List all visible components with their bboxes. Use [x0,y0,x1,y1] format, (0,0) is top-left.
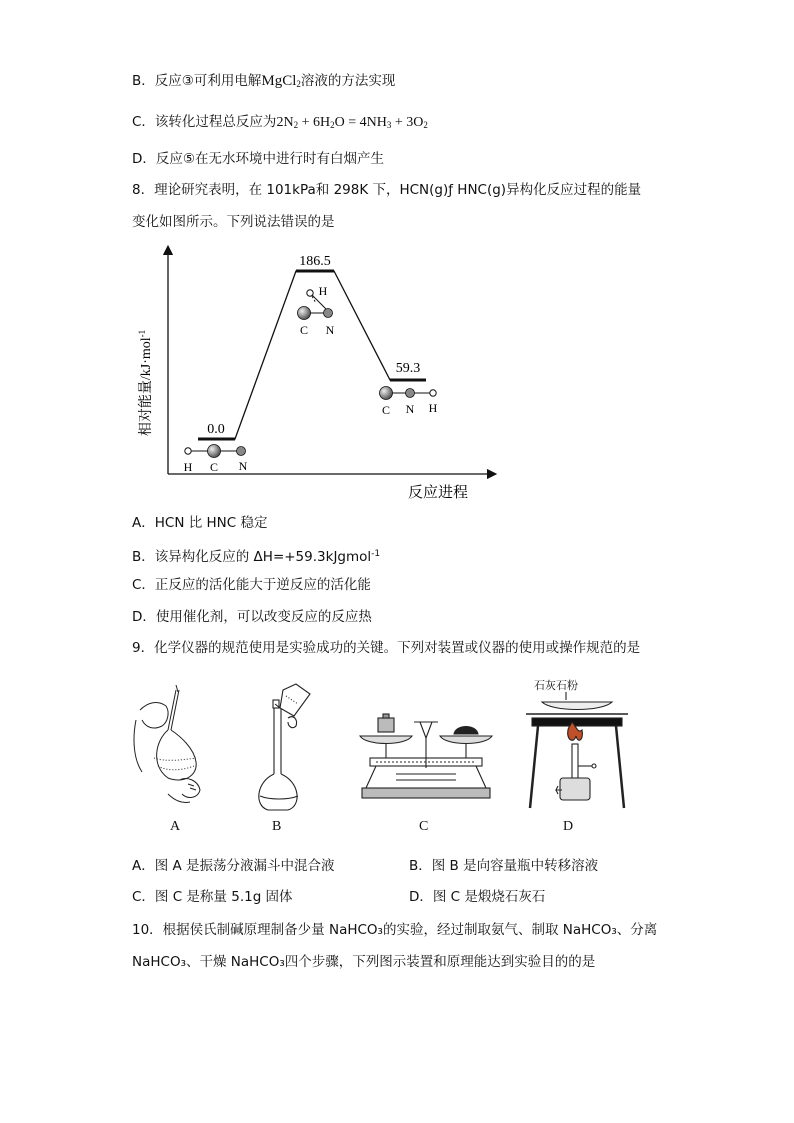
q9-option-c: C．图 C 是称量 5.1g 固体 [132,889,293,905]
q9-stem: 9．化学仪器的规范使用是实验成功的关键。下列对装置或仪器的使用或操作规范的是 [132,640,641,656]
figure-d-label: D [563,819,574,834]
q8-stem-line1: 8．理论研究表明，在 101kPa和 298K 下，HCN(g)ƒ HNC(g)异构化反应过程的能量 [132,182,642,198]
figure-d-tripod-burner [522,686,632,814]
svg-text:N: N [325,323,335,337]
ts-molecule [298,284,335,337]
svg-text:C: C [299,323,309,337]
energy-diagram [130,238,500,508]
q9-option-b: B．图 B 是向容量瓶中转移溶液 [409,858,599,874]
q7-option-b: B．反应③可利用电解MgCl$_2$溶液的方法实现 [132,73,396,89]
q9-option-a: A．图 A 是振荡分液漏斗中混合液 [132,858,335,874]
svg-text:C: C [209,460,219,474]
figure-a-separatory-funnel [128,680,218,815]
figure-c-balance [356,712,496,804]
y-axis-label: 相对能量/kJ·mol$^{-1}$ [137,329,154,437]
figure-c-label: C [419,819,429,834]
q8-option-c: C．正反应的活化能大于逆反应的活化能 [132,577,371,593]
svg-text:H: H [428,401,438,415]
q8-option-d: D．使用催化剂，可以改变反应的反应热 [132,609,372,625]
hcn-molecule [184,445,248,475]
svg-text:H: H [183,460,193,474]
energy-curve [198,271,426,439]
svg-text:C: C [381,403,391,417]
q7-option-c: C．该转化过程总反应为$2N_2 + 6H_2O = 4NH_3 + 3O_2$ [132,114,428,130]
hnc-molecule [380,387,438,418]
q8-option-a: A．HCN 比 HNC 稳定 [132,515,268,531]
q10-stem-line1: 10．根据侯氏制碱原理制备少量 NaHCO₃的实验，经过制取氨气、制取 NaHCO₃、分离 [132,922,658,938]
q8-option-b: B．该异构化反应的 ΔH=+59.3kJgmol$^{-1}$ [132,549,381,565]
q8-stem-line2: 变化如图所示。下列说法错误的是 [132,214,335,230]
x-axis-label: 反应进程 [407,485,469,501]
svg-text:H: H [318,284,328,298]
figure-d-caption: 石灰石粉 [534,679,578,692]
figure-b-volumetric-flask [250,678,330,818]
q9-option-d: D．图 C 是煅烧石灰石 [409,889,546,905]
energy-label-ts: 186.5 [299,254,331,269]
figure-b-label: B [272,819,282,834]
energy-label-hnc: 59.3 [395,361,421,376]
figure-a-label: A [170,819,181,834]
svg-text:N: N [238,459,248,473]
svg-text:N: N [405,402,415,416]
energy-label-hcn: 0.0 [207,422,225,437]
q7-option-d: D．反应⑤在无水环境中进行时有白烟产生 [132,151,384,167]
q10-stem-line2: NaHCO₃、干燥 NaHCO₃四个步骤，下列图示装置和原理能达到实验目的的是 [132,954,596,970]
